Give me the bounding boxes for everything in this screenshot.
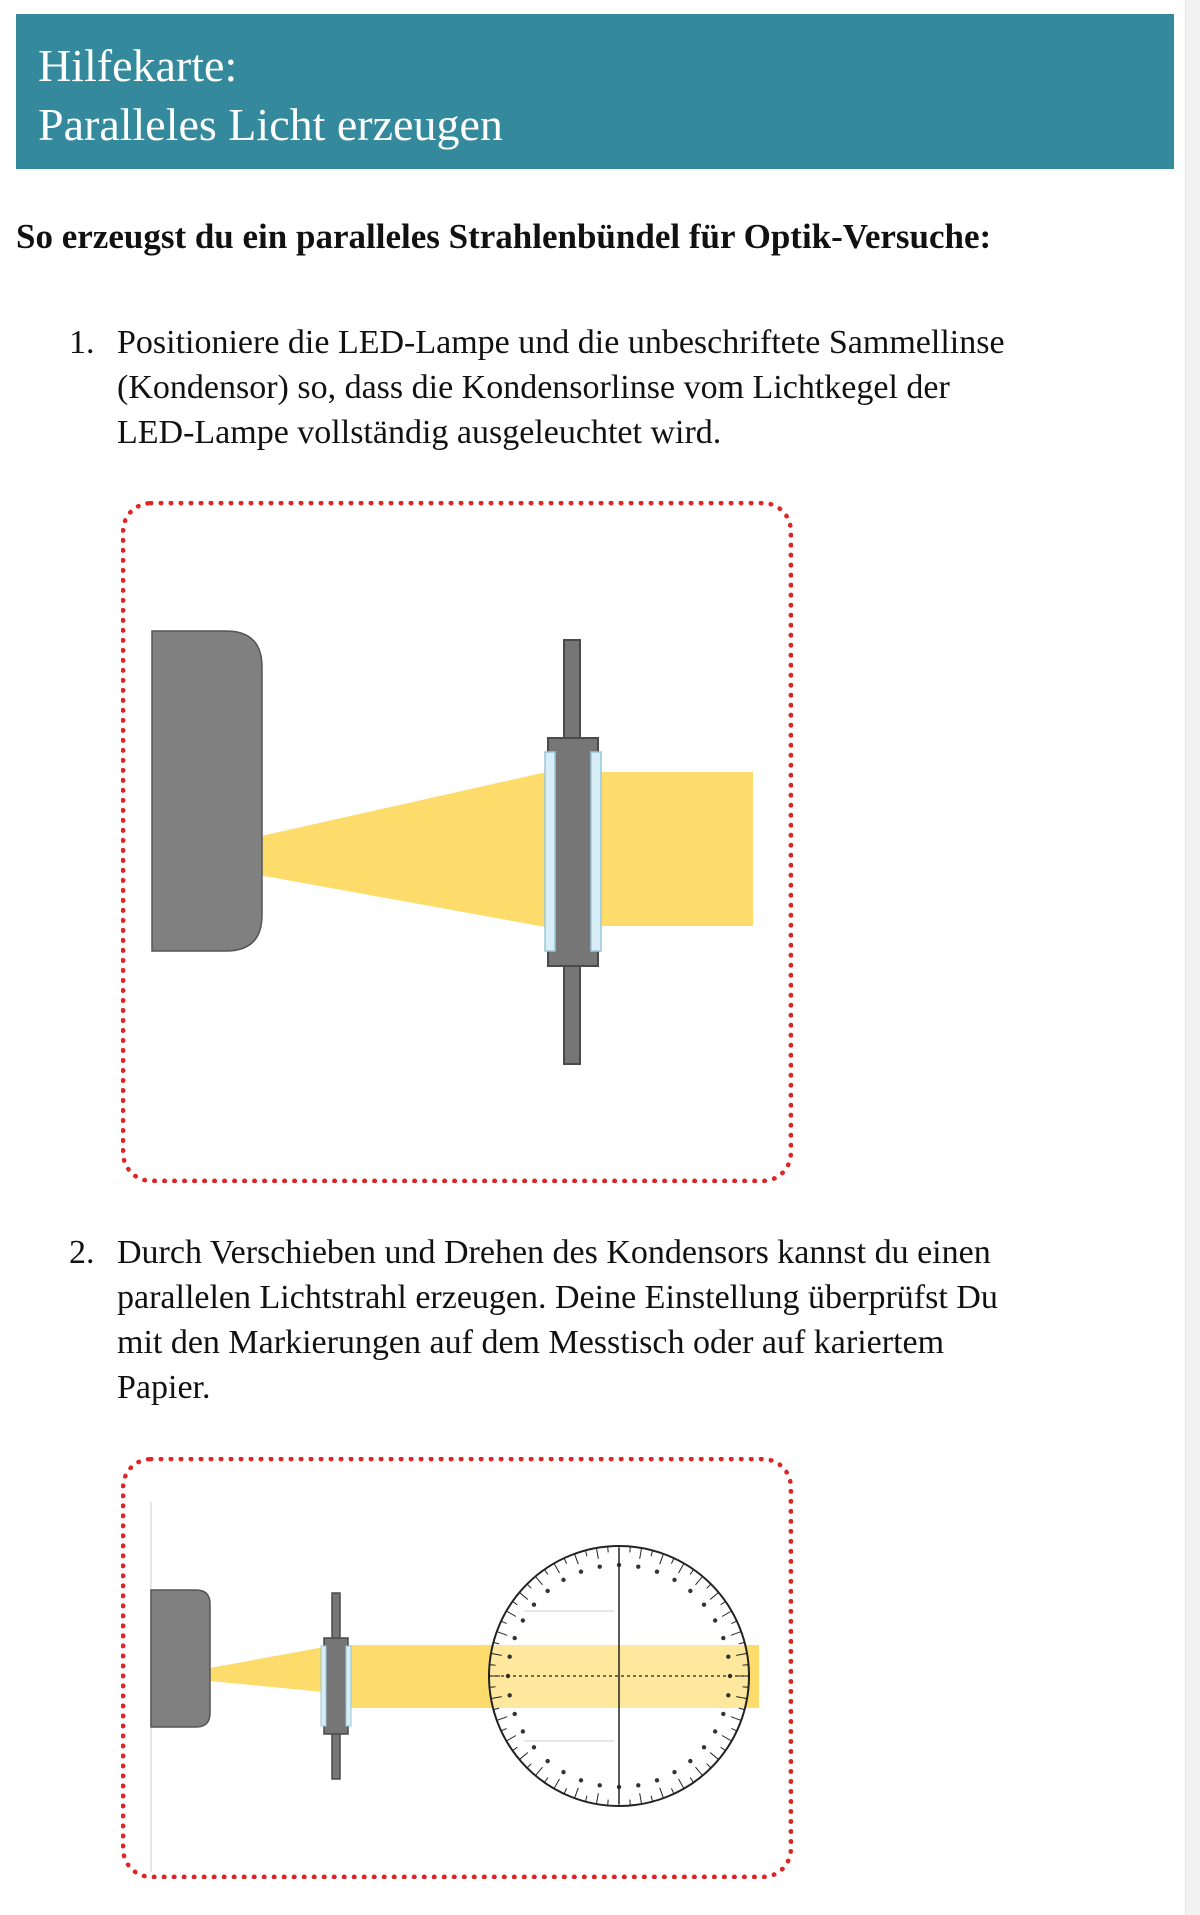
protractor-tick	[743, 1687, 749, 1688]
step-text	[117, 1230, 1200, 1410]
title-line-1: Hilfekarte:	[38, 40, 238, 91]
lens-glass-left	[545, 752, 555, 951]
protractor-numeral-mark	[507, 1693, 511, 1697]
protractor-numeral-mark	[726, 1693, 730, 1697]
lamp-condenser-diagram-icon	[126, 506, 788, 1178]
step-text	[117, 320, 1200, 455]
protractor-numeral-mark	[721, 1636, 725, 1640]
lens-glass-right	[346, 1646, 351, 1726]
protractor-numeral-mark	[598, 1564, 602, 1568]
light-cone	[248, 771, 551, 928]
protractor-numeral-mark	[545, 1759, 549, 1763]
step-text-line: LED-Lampe vollständig ausgeleuchtet wird.	[117, 414, 722, 451]
step-text-line: (Kondensor) so, dass die Kondensorlinse vom Lichtkegel der	[117, 369, 950, 406]
title-banner	[16, 14, 1174, 169]
protractor-numeral-mark	[512, 1712, 516, 1716]
protractor-tick	[630, 1800, 631, 1806]
protractor-numeral-mark	[713, 1618, 717, 1622]
step-text-line: parallelen Lichtstrahl erzeugen. Deine Einstellung überprüfst Du	[117, 1279, 998, 1316]
parallel-beam	[593, 772, 753, 926]
protractor-tick	[489, 1665, 495, 1666]
protractor-tick	[630, 1546, 631, 1552]
protractor-numeral-mark	[688, 1589, 692, 1593]
protractor-numeral-mark	[561, 1578, 565, 1582]
protractor-tick	[608, 1800, 609, 1806]
protractor-numeral-mark	[721, 1712, 725, 1716]
protractor-numeral-mark	[672, 1770, 676, 1774]
protractor-tick	[489, 1687, 495, 1688]
title-line-2: Paralleles Licht erzeugen	[38, 99, 503, 150]
scrollbar[interactable]	[1185, 0, 1200, 1915]
protractor-tick	[608, 1546, 609, 1552]
protractor-numeral-mark	[636, 1783, 640, 1787]
protractor-numeral-mark	[532, 1745, 536, 1749]
step-text-line: Durch Verschieben und Drehen des Kondensors kannst du einen	[117, 1234, 991, 1271]
protractor-numeral-mark	[672, 1578, 676, 1582]
protractor-numeral-mark	[655, 1778, 659, 1782]
protractor-numeral-mark	[655, 1569, 659, 1573]
step-text-line: Positioniere die LED-Lampe und die unbeschriftete Sammellinse	[117, 324, 1005, 361]
protractor-numeral-mark	[726, 1655, 730, 1659]
protractor-numeral-mark	[579, 1569, 583, 1573]
condenser-holder	[324, 1638, 348, 1734]
protractor-numeral-mark	[507, 1655, 511, 1659]
protractor-tick	[743, 1665, 749, 1666]
lamp-condenser-figure	[121, 501, 793, 1183]
protractor-numeral-mark	[521, 1618, 525, 1622]
protractor-numeral-mark	[521, 1729, 525, 1733]
parallel-beam-diagram-icon	[126, 1462, 788, 1874]
protractor-numeral-mark	[702, 1745, 706, 1749]
step-text-line: Papier.	[117, 1369, 211, 1406]
parallel-beam-figure	[121, 1457, 793, 1879]
protractor-numeral-mark	[702, 1602, 706, 1606]
led-lamp-icon	[151, 1590, 210, 1727]
step-number: 2.	[69, 1234, 95, 1271]
protractor-numeral-mark	[688, 1759, 692, 1763]
protractor-numeral-mark	[545, 1589, 549, 1593]
lens-glass-right	[591, 752, 601, 951]
protractor-icon	[489, 1546, 749, 1806]
protractor-numeral-mark	[713, 1729, 717, 1733]
step-number: 1.	[69, 324, 95, 361]
lens-glass-left	[321, 1646, 326, 1726]
led-lamp-icon	[152, 631, 262, 951]
protractor-numeral-mark	[532, 1602, 536, 1606]
protractor-numeral-mark	[512, 1636, 516, 1640]
protractor-numeral-mark	[636, 1564, 640, 1568]
intro-heading: So erzeugst du ein paralleles Strahlenbündel für Optik-Versuche:	[16, 217, 992, 256]
light-cone	[210, 1647, 324, 1692]
protractor-numeral-mark	[561, 1770, 565, 1774]
protractor-numeral-mark	[579, 1778, 583, 1782]
step-text-line: mit den Markierungen auf dem Messtisch oder auf kariertem	[117, 1324, 945, 1361]
protractor-numeral-mark	[598, 1783, 602, 1787]
